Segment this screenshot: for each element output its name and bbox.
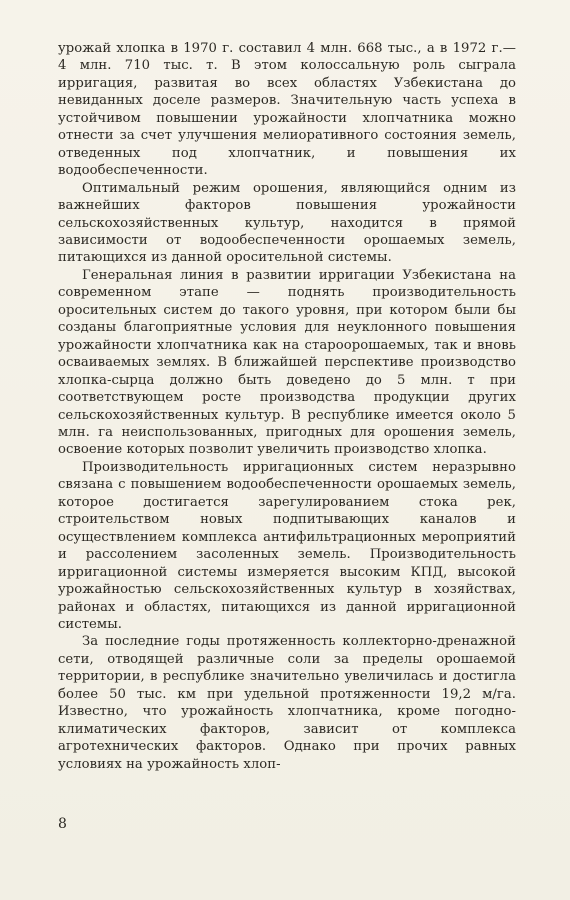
paragraph-3: Генеральная линия в развитии ирригации Узбекистана на современном этапе — поднять производительность оросительных систем до такого уровня, при котором были бы созданы благоприятные условия для неуклонного повышения урожайности хлопчатника как на староорошаемых, так и вновь осваиваемых землях. В ближайшей перспективе производство хлопка-сырца должно быть доведено до 5 млн. т при соответствующем росте производства продукции других сельскохозяйственных культур. В республике имеется около 5 млн. га неиспользованных, пригодных для орошения земель, освоение которых позволит увеличить производство хлопка. (58, 267, 516, 458)
paragraph-4: Производительность ирригационных систем неразрывно связана с повышением водообеспеченности орошаемых земель, которое достигается зарегулированием стока рек, строительством новых подпитывающих каналов и осуществлением комплекса антифильтрационных мероприятий и рассолением засоленных земель. Производительность ирригационной системы измеряется высоким КПД, высокой урожайностью сельскохозяйственных культур в хозяйствах, районах и областях, питающихся из данной ирригационной системы. (58, 459, 516, 632)
paragraph-2: Оптимальный режим орошения, являющийся одним из важнейших факторов повышения урожайности сельскохозяйственных культур, находится в прямой зависимости от водообеспеченности орошаемых земель, питающихся из данной оросительной системы. (58, 180, 516, 266)
paragraph-5: За последние годы протяженность коллекторно-дренажной сети, отводящей различные соли за пределы орошаемой территории, в республике значительно увеличилась и достигла более 50 тыс. км при удельной протяженности 19,2 м/га. Известно, что урожайность хлопчатника, кроме погодно-климатических факторов, зависит от комплекса агротехнических факторов. Однако при прочих равных условиях на урожайность хлоп- (58, 634, 516, 772)
page-number: 8 (58, 816, 67, 832)
paragraph-1: урожай хлопка в 1970 г. составил 4 млн. 668 тыс., а в 1972 г.— 4 млн. 710 тыс. т. В этом колоссальную роль сыграла ирригация, развитая во всех областях Узбекистана до невиданных доселе размеров. Значительную часть успеха в устойчивом повышении урожайности хлопчатника можно отнести за счет улучшения мелиоративного состояния земель, отведенных под хлопчатник, и повышения их водообеспеченности. (58, 41, 516, 179)
body-text (58, 40, 516, 773)
